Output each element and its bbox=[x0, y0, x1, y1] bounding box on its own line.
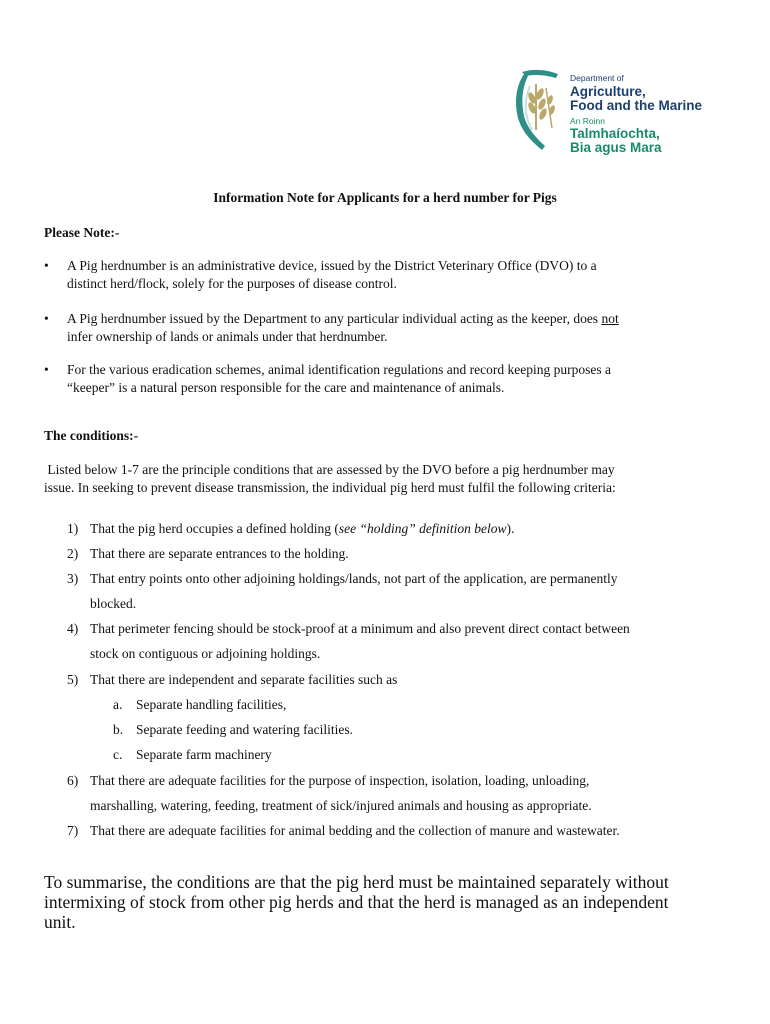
summary-paragraph bbox=[44, 872, 734, 932]
condition-3-line2: blocked. bbox=[90, 596, 137, 611]
condition-2: That there are separate entrances to the holding. bbox=[90, 546, 349, 561]
please-note-heading: Please Note:- bbox=[44, 225, 120, 240]
note-2-underlined: not bbox=[601, 311, 619, 326]
condition-4-number: 4) bbox=[67, 621, 79, 636]
logo-agriculture: Agriculture, bbox=[570, 83, 646, 99]
logo-bia-agus-mara: Bia agus Mara bbox=[570, 140, 662, 155]
note-1-line2: distinct herd/flock, solely for the purposes of disease control. bbox=[67, 276, 397, 291]
logo-talmhaiochta: Talmhaíochta, bbox=[570, 126, 660, 141]
condition-6-number: 6) bbox=[67, 773, 79, 788]
condition-7: That there are adequate facilities for animal bedding and the collection of manure and wastewater. bbox=[90, 823, 620, 838]
condition-5: That there are independent and separate facilities such as bbox=[90, 672, 398, 687]
summary-line1: To summarise, the conditions are that the pig herd must be maintained separately without bbox=[44, 872, 669, 892]
summary-line3: unit. bbox=[44, 912, 76, 932]
bullet-icon: • bbox=[44, 258, 49, 273]
condition-3-number: 3) bbox=[67, 571, 79, 586]
condition-4 bbox=[90, 616, 730, 666]
logo-wordmark bbox=[570, 74, 702, 155]
summary-line2: intermixing of stock from other pig herds and that the herd is managed as an independent bbox=[44, 892, 669, 912]
condition-1 bbox=[90, 516, 730, 541]
note-1 bbox=[67, 257, 717, 293]
bullet-icon: • bbox=[44, 311, 49, 326]
condition-6 bbox=[90, 768, 730, 818]
condition-7-number: 7) bbox=[67, 823, 79, 838]
condition-5-number: 5) bbox=[67, 672, 79, 687]
condition-3-line1: That entry points onto other adjoining holdings/lands, not part of the application, are permanently bbox=[90, 571, 618, 586]
intro-line1: Listed below 1-7 are the principle conditions that are assessed by the DVO before a pig herdnumber may bbox=[44, 462, 615, 477]
note-2 bbox=[67, 310, 717, 346]
document-title: Information Note for Applicants for a herd number for Pigs bbox=[213, 190, 557, 205]
subitem-b: Separate feeding and watering facilities. bbox=[136, 722, 354, 737]
logo-food-marine: Food and the Marine bbox=[570, 97, 703, 113]
note-3-line1: For the various eradication schemes, animal identification regulations and record keeping purposes a bbox=[67, 362, 611, 377]
bullet-icon: • bbox=[44, 362, 49, 377]
note-1-line1: A Pig herdnumber is an administrative device, issued by the District Veterinary Office (DVO) to a bbox=[67, 258, 597, 273]
subitem-a-letter: a. bbox=[113, 697, 123, 712]
subitem-b-letter: b. bbox=[113, 722, 124, 737]
harp-wheat-emblem-icon bbox=[512, 66, 568, 154]
note-3-line2: “keeper” is a natural person responsible for the care and maintenance of animals. bbox=[67, 380, 505, 395]
intro-line2: issue. In seeking to prevent disease transmission, the individual pig herd must fulfil the following criteria: bbox=[44, 480, 616, 495]
condition-1-italic: see “holding” definition below bbox=[338, 521, 507, 536]
subitem-c-letter: c. bbox=[113, 747, 123, 762]
subitem-c: Separate farm machinery bbox=[136, 747, 272, 762]
conditions-heading: The conditions:- bbox=[44, 428, 139, 443]
condition-2-number: 2) bbox=[67, 546, 79, 561]
note-3 bbox=[67, 361, 717, 397]
condition-6-line1: That there are adequate facilities for the purpose of inspection, isolation, loading, unloading, bbox=[90, 773, 590, 788]
note-2-line1: A Pig herdnumber issued by the Department to any particular individual acting as the keeper, does bbox=[67, 311, 602, 326]
condition-1-text: That the pig herd occupies a defined holding ( bbox=[90, 521, 339, 536]
condition-6-line2: marshalling, watering, feeding, treatment of sick/injured animals and housing as appropriate. bbox=[90, 798, 592, 813]
condition-3 bbox=[90, 566, 730, 616]
logo-an-roinn: An Roinn bbox=[570, 115, 605, 126]
condition-1-number: 1) bbox=[67, 521, 79, 536]
logo-dept-of: Department of bbox=[570, 73, 624, 83]
condition-4-line2: stock on contiguous or adjoining holdings. bbox=[90, 646, 321, 661]
note-2-line2: infer ownership of lands or animals under that herdnumber. bbox=[67, 329, 388, 344]
subitem-a: Separate handling facilities, bbox=[136, 697, 287, 712]
department-logo bbox=[512, 64, 722, 156]
conditions-intro bbox=[44, 461, 744, 497]
condition-1-end: ). bbox=[506, 521, 515, 536]
condition-4-line1: That perimeter fencing should be stock-proof at a minimum and also prevent direct contact between bbox=[90, 621, 630, 636]
